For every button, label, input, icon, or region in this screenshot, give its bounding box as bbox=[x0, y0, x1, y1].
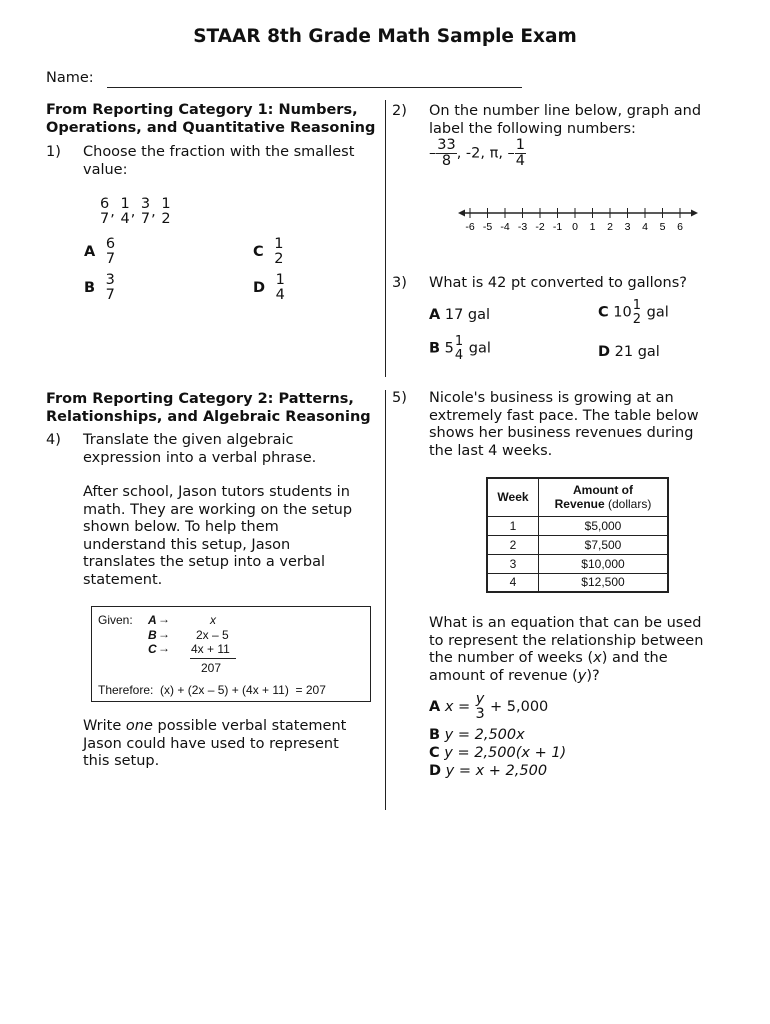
category-2-heading: From Reporting Category 2: Patterns, Relationships, and Algebraic Reasoning bbox=[46, 391, 371, 425]
setup-box bbox=[91, 606, 371, 702]
fraction: 6 7 bbox=[100, 196, 110, 228]
q3-number: 3) bbox=[392, 275, 407, 291]
table-header-week: Week bbox=[487, 478, 539, 516]
q2-number: 2) bbox=[392, 103, 407, 119]
number-line-tick-label: -6 bbox=[465, 221, 475, 233]
q4-instruction: Write one possible verbal statement Jason could have used to represent this setup. bbox=[83, 718, 347, 769]
q4-number: 4) bbox=[46, 432, 61, 448]
arrow-icon: → bbox=[158, 627, 170, 641]
q1-option-d[interactable]: D 1 4 bbox=[253, 272, 285, 304]
number-line-tick-label: -3 bbox=[517, 221, 528, 233]
q3-option-a[interactable]: A 17 gal bbox=[429, 307, 491, 323]
q5-option-a[interactable]: A x = y 3 + 5,000 bbox=[429, 691, 549, 723]
arrow-icon: → bbox=[158, 641, 170, 655]
name-line[interactable] bbox=[107, 87, 522, 88]
table-row: 3 $10,000 bbox=[487, 554, 668, 573]
q4-prompt: Translate the given algebraic expression into a verbal phrase. bbox=[83, 432, 317, 466]
number-line-tick-label: 5 bbox=[659, 221, 666, 233]
fraction: 1 4 bbox=[120, 196, 130, 228]
q1-number: 1) bbox=[46, 144, 61, 160]
page-title: STAAR 8th Grade Math Sample Exam bbox=[193, 26, 577, 47]
q3-option-d[interactable]: D 21 gal bbox=[598, 344, 660, 360]
q5-option-b[interactable]: B y = 2,500x bbox=[429, 727, 525, 743]
sum-line bbox=[190, 658, 236, 659]
revenue-table bbox=[486, 477, 669, 593]
arrow-icon: → bbox=[158, 612, 170, 626]
number-line-tick-label: -4 bbox=[500, 221, 510, 233]
category-1-heading: From Reporting Category 1: Numbers, Operations, and Quantitative Reasoning bbox=[46, 102, 376, 136]
number-line-tick-label: 1 bbox=[589, 221, 596, 233]
setup-expr-c: 4x + 11 bbox=[191, 642, 230, 656]
number-line-tick-label: 2 bbox=[607, 221, 613, 233]
number-line-tick-label: 0 bbox=[572, 221, 578, 233]
q5-option-c[interactable]: C y = 2,500(x + 1) bbox=[429, 745, 567, 761]
setup-label-b: B bbox=[148, 628, 157, 642]
q2-number-list: – $\frac{33}{8}$ , -2, π, – $\frac{1}{4}$ bbox=[429, 137, 526, 170]
number-line[interactable] bbox=[458, 205, 698, 233]
setup-given: Given: bbox=[98, 613, 133, 627]
fraction: 1 2 bbox=[161, 196, 171, 228]
table-row: 4 $12,500 bbox=[487, 573, 668, 592]
q2-prompt: On the number line below, graph and label the following numbers: bbox=[429, 103, 702, 137]
setup-therefore: Therefore: (x) + (2x – 5) + (4x + 11) = 207 bbox=[98, 683, 326, 697]
q5-question: What is an equation that can be used to represent the relationship between the number of weeks (x) and the amount of revenue (y)? bbox=[429, 615, 704, 684]
table-header-revenue: Amount of Revenue (dollars) bbox=[539, 478, 669, 516]
setup-total: 207 bbox=[201, 661, 222, 675]
fraction: 3 7 bbox=[140, 196, 151, 228]
number-line-tick-label: -5 bbox=[482, 221, 493, 233]
q1-option-a[interactable]: A 6 7 bbox=[84, 236, 116, 268]
q4-scenario: After school, Jason tutors students in math. They are working on the setup shown below. To help them understand this setup, Jason translates the setup into a verbal statement. bbox=[83, 484, 353, 588]
setup-label-a: A bbox=[148, 613, 157, 627]
q3-option-c[interactable]: C 10 1 2 gal bbox=[598, 298, 669, 327]
number-line-tick-label: 4 bbox=[642, 221, 648, 233]
table-row: 2 $7,500 bbox=[487, 535, 668, 554]
q5-prompt: Nicole's business is growing at an extremely fast pace. The table below shows her business revenues during the last 4 weeks. bbox=[429, 390, 699, 459]
number-line-tick-label: -1 bbox=[552, 221, 563, 233]
q1-option-c[interactable]: C 1 2 bbox=[253, 236, 284, 268]
column-divider-bottom bbox=[385, 390, 386, 810]
column-divider-top bbox=[385, 100, 386, 377]
setup-label-c: C bbox=[148, 642, 157, 656]
number-line-tick-label: -2 bbox=[535, 221, 545, 233]
number-line-tick-label: 6 bbox=[677, 221, 683, 233]
table-row: 1 $5,000 bbox=[487, 516, 668, 535]
q1-prompt: Choose the fraction with the smallest value: bbox=[83, 144, 355, 178]
setup-expr-a: x bbox=[210, 613, 216, 627]
q1-option-b[interactable]: B 3 7 bbox=[84, 272, 115, 304]
q3-option-b[interactable]: B 5 1 4 gal bbox=[429, 334, 491, 363]
setup-expr-b: 2x – 5 bbox=[196, 628, 229, 642]
name-label: Name: bbox=[46, 70, 94, 86]
q5-number: 5) bbox=[392, 390, 407, 406]
q1-fraction-list: 6 7 , 1 4 , 3 7 , 1 2 bbox=[100, 196, 171, 228]
number-line-tick-label: 3 bbox=[624, 221, 631, 233]
q5-option-d[interactable]: D y = x + 2,500 bbox=[429, 763, 548, 779]
q3-prompt: What is 42 pt converted to gallons? bbox=[429, 275, 687, 291]
